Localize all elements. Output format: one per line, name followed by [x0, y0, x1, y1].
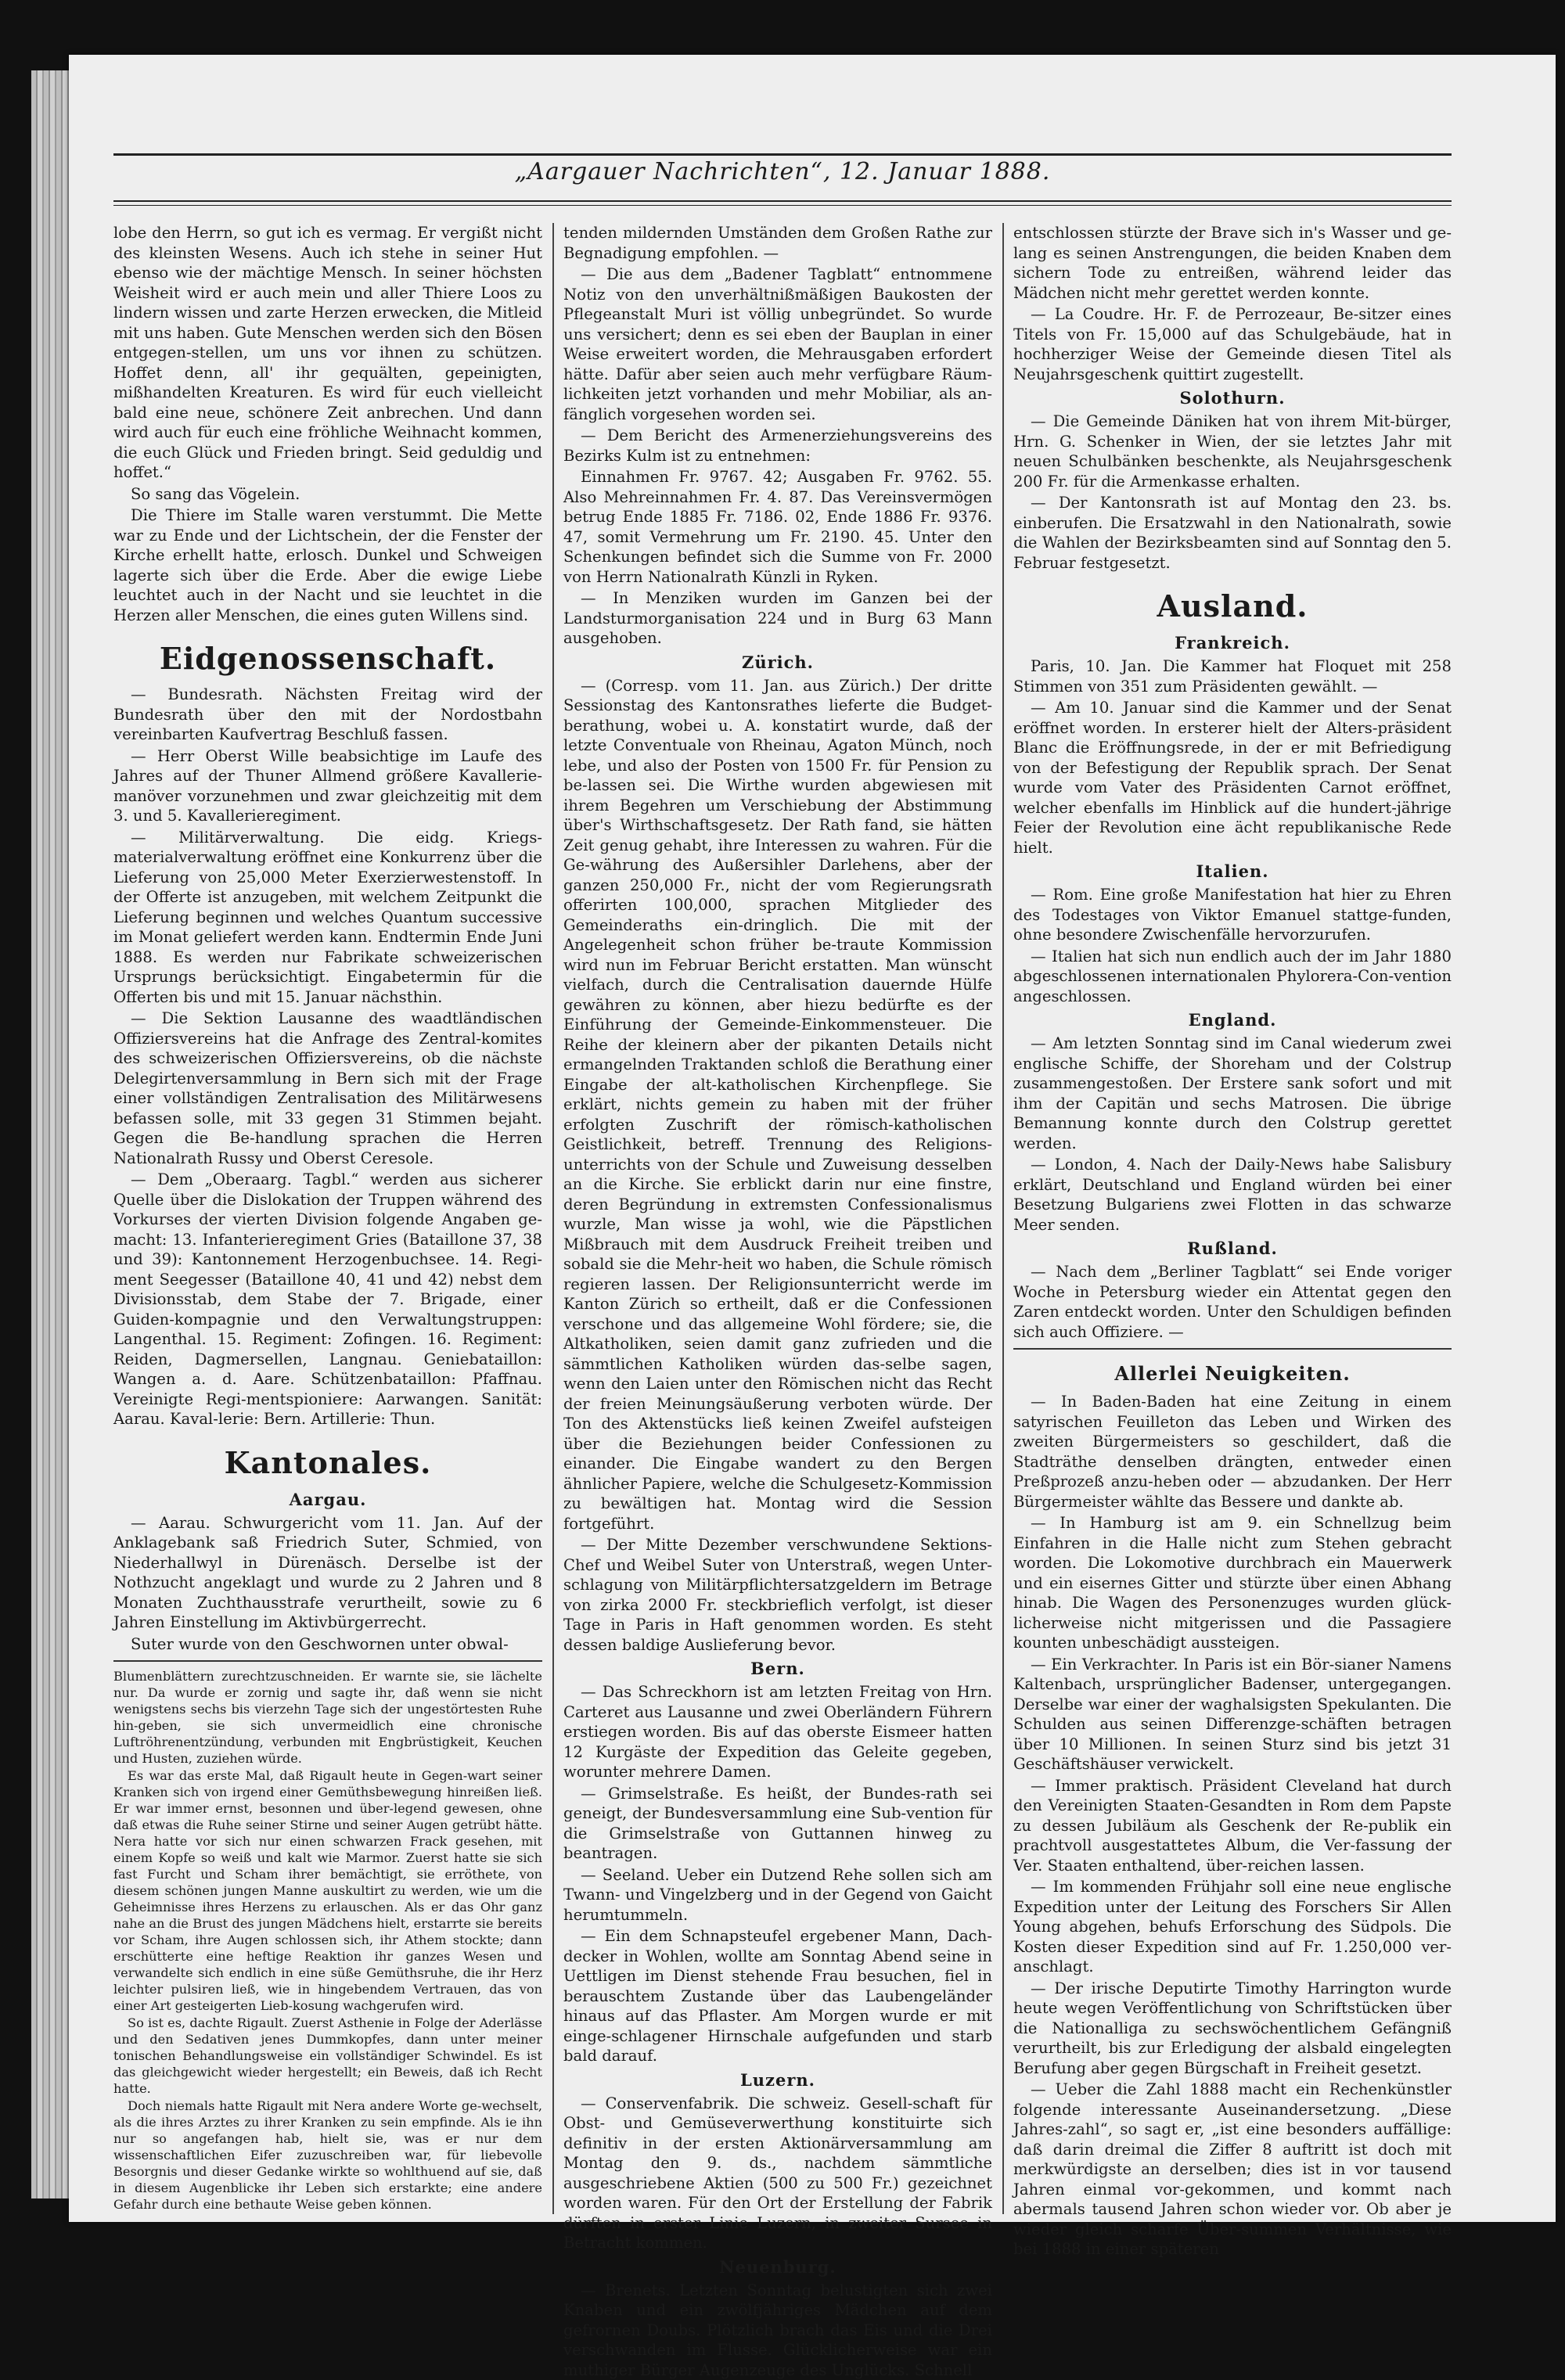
news-item: — Seeland. Ueber ein Dutzend Rehe sollen sich am Twann- und Vingelzberg und in der Gegend von Gaicht herumtummeln. — [563, 1865, 992, 1925]
news-item: — Militärverwaltung. Die eidg. Kriegs-materialverwaltung eröffnet eine Konkurrenz über die Lieferung von 25,000 Meter Exerzierwestenstoff. In der Offerte ist anzugeben, mit welchem Zeitpunkt die Lieferung beginnen und welches Quantum successive im Monat geliefert werden kann. Endtermin Ende Juni 1888. Es werden nur Fabrikate schweizerischen Ursprungs berücksichtigt. Eingabetermin für die Offerten bis und mit 15. Januar nächsthin. — [113, 828, 542, 1008]
subheading-aargau: Aargau. — [113, 1489, 542, 1511]
section-heading-kantonales: Kantonales. — [113, 1443, 542, 1483]
news-item: — Herr Oberst Wille beabsichtige im Laufe des Jahres auf der Thuner Allmend größere Kavallerie-manöver vorzunehmen und zwar gleichzeitig mit dem 3. und 5. Kavallerieregiment. — [113, 746, 542, 826]
news-item: — Grimselstraße. Es heißt, der Bundes-rath sei geneigt, der Bundesversammlung eine Sub-vention für die Grimselstraße von Guttannen hinweg zu beantragen. — [563, 1784, 992, 1864]
news-item: — (Corresp. vom 11. Jan. aus Zürich.) Der dritte Sessionstag des Kantonsrathes lieferte die Budget-berathung, wobei u. A. konstatirt wurde, daß der letzte Conventuale von Rheinau, Agaton Münch, noch lebe, und also der Posten von 1500 Fr. für Pension zu be-lassen sei. Die Wirthe wurden abgewiesen mit ihrem Begehren um Verschiebung der Abstimmung über's Wirthschaftsgesetz. Der Rath fand, sie hätten Zeit genug gehabt, ihre Interessen zu wahren. Für die Ge-währung des Außersihler Darlehens, aber der ganzen 250,000 Fr., nicht der vom Regierungsrath offerirten 100,000, sprachen Mitglieder des Gemeinderaths ein-dringlich. Die mit der Angelegenheit schon früher be-traute Kommission wird nun im Februar Bericht erstatten. Man wünscht vielfach, durch die Centralisation dauernde Hülfe gewähren zu können, aber hiezu bedürfte es der Einführung der Gemeinde-Einkommensteuer. Die Reihe der kleinern aber der pikanten Details nicht ermangelnden Traktanden schloß die Berathung einer Eingabe der alt-katholischen Kirchenpflege. Sie erklärt, nichts gemein zu haben mit der früher erfolgten Zuschrift der römisch-katholischen Geistlichkeit, betreff. Trennung des Religions-unterrichts von der Schule und Zuweisung desselben an die Kirche. Sie erblickt darin nur eine finstre, deren Begründung in extremsten Confessionalismus wurzle, Man wisse ja wohl, wie die Päpstlichen Mißbrauch mit dem Ausdruck Freiheit treiben und sobald sie die Mehr-heit wo haben, die Schule römisch regieren lassen. Der Religionsunterricht werde im Kanton Zürich so ertheilt, daß er die Confessionen verschone und das allgemeine Wohl fördere; sie, die Altkatholiken, seien damit ganz zufrieden und die sämmtlichen Katholiken würden das-selbe sagen, wenn den Laien unter den Römischen nicht das Recht der freien Meinungsäußerung verboten würde. Der Ton des Aktenstücks ließ keinen Zweifel aufsteigen über die Beziehungen beider Confessionen zu einander. Die Eingabe wandert zu den Bergen ähnlicher Papiere, welche die Schulgesetz-Kommission zu bewältigen hat. Montag wird die Session fortgeführt. — [563, 676, 992, 1534]
feuilleton-paragraph: Es war das erste Mal, daß Rigault heute in Gegen-wart seiner Kranken sich von irgend einer Gemüthsbewegung hinreißen ließ. Er war immer ernst, besonnen und über-legend gewesen, ohne daß etwas die Ruhe seiner Stirne und seiner Augen getrübt hätte. Nera hatte vor sich nur einen schwarzen Frack gesehen, mit einem Kopfe so weiß und kalt wie Marmor. Zuerst hatte sie sich fast Furcht und Scham ihrer bemächtigt, sie erröthete, von diesem schönen jungen Manne auskultirt zu werden, wie um die Geheimnisse ihres Herzens zu erlauschen. Als er das Ohr ganz nahe an die Brust des jungen Mädchens hielt, erstarrte sie bereits vor Scham, ihre Augen schlossen sich, ihr Athem stockte; dann erschütterte eine heftige Reaktion ihr ganzes Wesen und verwandelte sich endlich in eine süße Gemüthsruhe, die ihr Herz leichter pulsiren ließ, wie in hingebendem Vertrauen, das von einer Art gesteigerten Lieb-kosung wachgerufen wird. — [113, 1767, 542, 2014]
news-item: — Das Schreckhorn ist am letzten Freitag von Hrn. Carteret aus Lausanne und zwei Oberländern Führern erstiegen worden. Bis auf das oberste Eismeer hatten 12 Kurgäste der Expedition das Geleite gegeben, worunter mehrere Damen. — [563, 1682, 992, 1782]
news-item: — Dem „Oberaarg. Tagbl.“ werden aus sicherer Quelle über die Dislokation der Truppen während des Vorkurses der vierten Division folgende Angaben ge-macht: 13. Infanterieregiment Gries (Bataillone 37, 38 und 39): Kantonnement Herzogenbuchsee. 14. Regi-ment Seegesser (Bataillone 40, 41 und 42) nebst dem Divisionsstab, dem Stabe der 7. Brigade, einer Guiden-kompagnie und den Verwaltungstruppen: Langenthal. 15. Regiment: Zofingen. 16. Regiment: Reiden, Dagmersellen, Langnau. Geniebataillon: Wangen a. d. Aare. Schützenbataillon: Pfaffnau. Vereinigte Regi-mentspioniere: Aarwangen. Sanität: Aarau. Kaval-lerie: Bern. Artillerie: Thun. — [113, 1170, 542, 1429]
column-2 — [563, 223, 992, 2214]
news-item: — Brenets. Letzten Sonntag belustigten sich zwei Knaben und ein zwölfjähriges Mädchen auf dem gefrornen Doubs. Plötzlich brach das Eis und die Drei verschwanden im Flusse. Glücklicherweise war ein muthiger Bürger Augenzeuge des Unglücks. Schnell — [563, 2281, 992, 2380]
news-item: Einnahmen Fr. 9767. 42; Ausgaben Fr. 9762. 55. Also Mehreinnahmen Fr. 4. 87. Das Vereinsvermögen betrug Ende 1885 Fr. 7186. 02, Ende 1886 Fr. 9376. 47, somit Vermehrung um Fr. 2190. 45. Unter den Schenkungen befindet sich die Summe von Fr. 2000 von Herrn Nationalrath Künzli in Ryken. — [563, 467, 992, 587]
news-item: — Der Mitte Dezember verschwundene Sektions-Chef und Weibel Suter von Unterstraß, wegen Unter-schlagung von Militärpflichtersatzgeldern im Betrage von zirka 2000 Fr. steckbrieflich verfolgt, ist dieser Tage in Paris in Haft genommen worden. Es steht dessen baldige Auslieferung bevor. — [563, 1535, 992, 1655]
column-3 — [1013, 223, 1452, 2214]
news-item: entschlossen stürzte der Brave sich in's Wasser und ge-lang es seinen Anstrengungen, die beiden Knaben dem sichern Tode zu entreißen, während leider das Mädchen nicht mehr gerettet werden konnte. — [1013, 223, 1452, 303]
feuilleton-bottom — [113, 1668, 542, 2213]
news-item: — In Hamburg ist am 9. ein Schnellzug beim Einfahren in die Halle nicht zum Stehen gebracht worden. Die Lokomotive durchbrach ein Mauerwerk und ein eisernes Gitter und stürzte über einen Abhang hinab. Die Wagen des Personenzuges wurden glück-licherweise nicht mitgerissen und die Passagiere kounten unbeschädigt aussteigen. — [1013, 1513, 1452, 1653]
subheading-russland: Rußland. — [1013, 1238, 1452, 1260]
news-item: — Ein Verkrachter. In Paris ist ein Bör-sianer Namens Kaltenbach, ursprünglicher Badenser, untergegangen. Derselbe war einer der waghalsigsten Spekulanten. Die Schulden aus seinen Differenzge-schäften betragen über 10 Millionen. In seinen Sturz sind bis jetzt 31 Geschäftshäuser verwickelt. — [1013, 1655, 1452, 1774]
news-item: — Die Sektion Lausanne des waadtländischen Offiziersvereins hat die Anfrage des Zentral-komites des schweizerischen Offiziersvereins, ob die nächste Delegirtenversammlung in Bern sich mit der Frage einer vollständigen Zentralisation des Militärwesens befassen solle, mit 33 gegen 31 Stimmen bejaht. Gegen die Be-handlung sprachen die Herren Nationalrath Russy und Oberst Ceresole. — [113, 1008, 542, 1168]
news-item: — Nach dem „Berliner Tagblatt“ sei Ende voriger Woche in Petersburg wieder ein Attentat gegen den Zaren entdeckt worden. Unter den Schuldigen befinden sich auch Offiziere. — — [1013, 1262, 1452, 1342]
header-rule-bottom — [113, 200, 1452, 202]
text-paragraph: Die Thiere im Stalle waren verstummt. Die Mette war zu Ende und der Lichtschein, der die Fenster der Kirche erhellt hatte, erlosch. Dunkel und Schweigen lagerte sich über die Erde. Aber die ewige Liebe leuchtet auch in der Nacht und sie leuchtet in die Herzen aller Menschen, die eines guten Willens sind. — [113, 505, 542, 625]
news-item: — Conservenfabrik. Die schweiz. Gesell-schaft für Obst- und Gemüseverwerthung konstituirte sich definitiv in der ersten Aktionärversammlung am Montag den 9. ds., nachdem sämmtliche ausgeschriebene Aktien (500 zu 500 Fr.) gezeichnet worden waren. Für den Ort der Erstellung der Fabrik dürften in erster Linie Luzern, in zweiter Sursee in Betracht kommen. — [563, 2094, 992, 2253]
subheading-zuerich: Zürich. — [563, 652, 992, 674]
news-item: — Die Gemeinde Däniken hat von ihrem Mit-bürger, Hrn. G. Schenker in Wien, der sie letztes Jahr mit neuen Schulbänken beschenkte, als Neujahrsgeschenk 200 Fr. für die Armenkasse erhalten. — [1013, 412, 1452, 491]
section-heading-allerlei: Allerlei Neuigkeiten. — [1013, 1361, 1452, 1387]
news-item: — Ein dem Schnapsteufel ergebener Mann, Dach-decker in Wohlen, wollte am Sonntag Abend seine in Uettligen im Dienst stehende Frau besuchen, fiel in berauschtem Zustande über das Laubengeländer hinaus auf das Pflaster. Am Morgen wurde er mit einge-schlagener Hirnschale aufgefunden und starb bald darauf. — [563, 1926, 992, 2066]
column-1 — [113, 223, 542, 2214]
news-item: — Der Kantonsrath ist auf Montag den 23. bs. einberufen. Die Ersatzwahl in den Nationalrath, sowie die Wahlen der Bezirksbeamten sind auf Sonntag den 5. Februar festgesetzt. — [1013, 493, 1452, 573]
news-item: Suter wurde von den Geschwornen unter obwal- — [113, 1634, 542, 1655]
news-item: — Die aus dem „Badener Tagblatt“ entnommene Notiz von den unverhältnißmäßigen Baukosten der Pflegeanstalt Muri ist völlig unbegründet. So wurde uns versichert; denn es sei eben der Bauplan in einer Weise erweitert worden, die Mehrausgaben erfordert hätte. Dafür aber seien auch mehr verfügbare Räum-lichkeiten jetzt vorhanden und mehr Mobiliar, als an-fänglich vorgesehen worden sei. — [563, 264, 992, 424]
news-item: — Aarau. Schwurgericht vom 11. Jan. Auf der Anklagebank saß Friedrich Suter, Schmied, von Niederhallwyl in Dürenäsch. Derselbe ist der Nothzucht angeklagt und wurde zu 2 Jahren und 8 Monaten Zuchthausstrafe verurtheilt, sowie zu 6 Jahren Einstellung im Aktivbürgerrecht. — [113, 1513, 542, 1633]
subheading-neuenburg: Neuenburg. — [563, 2256, 992, 2278]
subheading-bern: Bern. — [563, 1658, 992, 1680]
feuilleton-paragraph: Doch niemals hatte Rigault mit Nera andere Worte ge-wechselt, als die ihres Arztes zu ihrer Kranken zu sein empfinde. Als ie ihn nur so angefangen hab, hielt sie, was er nur dem wissenschaftlichen Eifer zuzuschreiben war, für liebevolle Besorgnis und dieser Gedanke wirkte so wohlthuend auf sie, daß in diesem Augenblicke ihr Leben sich erstarkte; eine andere Gefahr durch eine bethaute Weise geben können. — [113, 2098, 542, 2213]
feuilleton-paragraph: So ist es, dachte Rigault. Zuerst Asthenie in Folge der Aderlässe und den Sedativen jenes Dummkopfes, dann unter meiner tonischen Behandlungsweise ein vollständiger Schwindel. Es ist das gleichgewicht wieder hergestellt; ein Beweis, daß ich Recht hatte. — [113, 2015, 542, 2097]
news-item: — La Coudre. Hr. F. de Perrozeaur, Be-sitzer eines Titels von Fr. 15,000 auf das Schulgebäude, hat in hochherziger Weise der Gemeinde diesen Titel als Neujahrsgeschenk quittirt zugestellt. — [1013, 304, 1452, 384]
section-divider — [1013, 1348, 1452, 1350]
subheading-frankreich: Frankreich. — [1013, 632, 1452, 654]
news-item: Paris, 10. Jan. Die Kammer hat Floquet mit 258 Stimmen von 351 zum Präsidenten gewählt. — — [1013, 656, 1452, 696]
news-item: — Bundesrath. Nächsten Freitag wird der Bundesrath über den mit der Nordostbahn vereinbarten Kaufvertrag Beschluß fassen. — [113, 685, 542, 745]
section-heading-ausland: Ausland. — [1013, 587, 1452, 626]
news-item: — In Menziken wurden im Ganzen bei der Landsturmorganisation 224 und in Burg 63 Mann ausgehoben. — [563, 588, 992, 649]
text-paragraph: So sang das Vögelein. — [113, 484, 542, 505]
feuilleton-divider — [113, 1660, 542, 1662]
news-item: — Am 10. Januar sind die Kammer und der Senat eröffnet worden. In ersterer hielt der Alters-präsident Blanc die Eröffnungsrede, in der er mit Befriedigung von der Befestigung der Republik sprach. Der Senat wurde vom Vater des Präsidenten Carnot eröffnet, welcher ebenfalls im Hinblick auf die hundert-jährige Feier der Revolution eine ächt republikanische Rede hielt. — [1013, 698, 1452, 857]
news-item: tenden mildernden Umständen dem Großen Rathe zur Begnadigung empfohlen. — — [563, 223, 992, 263]
text-paragraph: lobe den Herrn, so gut ich es vermag. Er vergißt nicht des kleinsten Wesens. Auch ich stehe in seiner Hut ebenso wie der mächtige Mensch. In seiner höchsten Weisheit wird er auch mein und aller Thiere Loos zu lindern wissen und zarte Herzen erwecken, die Mitleid mit uns haben. Gute Menschen werden sich den Bösen entgegen-stellen, um uns vor ihnen zu schützen. Hoffet denn, all' ihr gequälten, gepeinigten, mißhandelten Kreaturen. Es wird für euch vielleicht bald eine neue, schönere Zeit anbrechen. Und dann wird auch für euch eine fröhliche Weihnacht kommen, die euch Glück und Frieden bringt. Seid geduldig und hoffet.“ — [113, 223, 542, 483]
page-header — [113, 153, 1452, 200]
section-heading-eidgenossenschaft: Eidgenossenschaft. — [113, 639, 542, 678]
news-item: — Immer praktisch. Präsident Cleveland hat durch den Vereinigten Staaten-Gesandten in Rom dem Papste zu dessen Jubiläum als Geschenk der Re-publik ein prachtvoll ausgestattetes Album, die Ver-fassung der Ver. Staaten enthaltend, über-reichen lassen. — [1013, 1776, 1452, 1876]
news-item: — In Baden-Baden hat eine Zeitung in einem satyrischen Feuilleton das Leben und Wirken des zweiten Bürgermeisters so geschildert, daß die Stadträthe denselben drängten, entweder einen Preßprozeß anzu-heben oder — abzudanken. Der Herr Bürgermeister wählte das Bessere und dankte ab. — [1013, 1392, 1452, 1512]
news-item: — Der irische Deputirte Timothy Harrington wurde heute wegen Veröffentlichung von Schriftstücken über die Nationalliga zu sechswöchentlichem Gefängniß verurtheilt, bis zur Erledigung der alsbald eingelegten Berufung aber gegen Bürgschaft in Freiheit gesetzt. — [1013, 1979, 1452, 2079]
news-item: — Dem Bericht des Armenerziehungsvereins des Bezirks Kulm ist zu entnehmen: — [563, 426, 992, 466]
header-rule-bottom-thin — [113, 205, 1452, 206]
header-title: „Aargauer Nachrichten“, 12. Januar 1888. — [113, 158, 1452, 185]
feuilleton-top — [113, 223, 542, 625]
subheading-solothurn: Solothurn. — [1013, 387, 1452, 409]
news-item: — Rom. Eine große Manifestation hat hier zu Ehren des Todestages von Viktor Emanuel stattge-funden, ohne besondere Zwischenfälle hervorzurufen. — [1013, 885, 1452, 945]
subheading-italien: Italien. — [1013, 861, 1452, 883]
news-item: — London, 4. Nach der Daily-News habe Salisbury erklärt, Deutschland und England würden bei einer Besetzung Bulgariens zwei Flotten in das schwarze Meer senden. — [1013, 1155, 1452, 1235]
column-divider-1 — [552, 223, 554, 2214]
news-item: — Italien hat sich nun endlich auch der im Jahr 1880 abgeschlossenen internationalen Phylorera-Con-vention angeschlossen. — [1013, 947, 1452, 1007]
column-divider-2 — [1002, 223, 1004, 2214]
news-item: — Ueber die Zahl 1888 macht ein Rechenkünstler folgende interessante Auseinandersetzung. „Diese Jahres-zahl“, so sagt er, „ist eine besonders auffällige: daß darin dreimal die Ziffer 8 auftritt ist doch mit merkwürdigste an derselben; dies ist in vor tausend Jahren einmal vor-gekommen, und kommt nach abermals tausend Jahren schon wieder vor. Ob aber je wieder gleich scharfe Über-summen Verhältnisse, wie bei 1888 in einer späteren — [1013, 2080, 1452, 2260]
subheading-england: England. — [1013, 1009, 1452, 1031]
feuilleton-paragraph: Blumenblättern zurechtzuschneiden. Er warnte sie, sie lächelte nur. Da wurde er zornig und sagte ihr, daß wenn sie nicht wenigstens sechs bis vierzehn Tage sich der ungestörtesten Ruhe hin-geben, sie sich unvermeidlich eine chronische Luftröhrenentzündung, verbunden mit Engbrüstigkeit, Keuchen und Husten, zuziehen würde. — [113, 1668, 542, 1767]
news-item: — Am letzten Sonntag sind im Canal wiederum zwei englische Schiffe, der Shoreham und der Colstrup zusammengestoßen. Der Erstere sank sofort und mit ihm der Capitän und sechs Matrosen. Die übrige Bemannung konnte durch den Colstrup gerettet werden. — [1013, 1034, 1452, 1153]
subheading-luzern: Luzern. — [563, 2069, 992, 2091]
news-item: — Im kommenden Frühjahr soll eine neue englische Expedition unter der Leitung des Forschers Sir Allen Young abgehen, behufs Erforschung des Südpols. Die Kosten dieser Expedition sind auf Fr. 1.250,000 ver-anschlagt. — [1013, 1877, 1452, 1977]
